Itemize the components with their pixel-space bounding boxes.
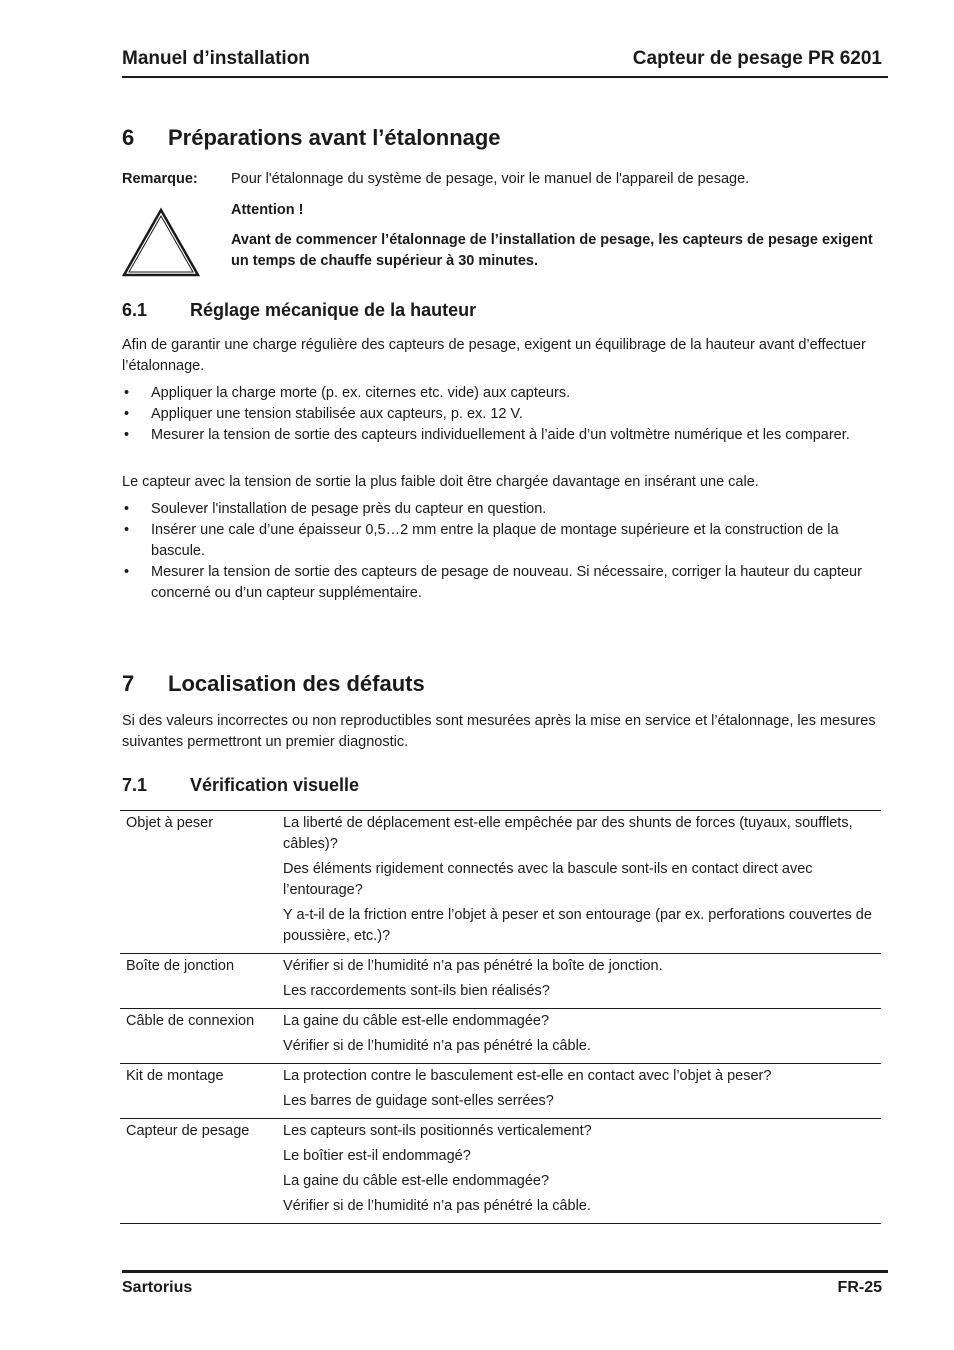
check-item: Le boîtier est-il endommagé? (283, 1148, 471, 1164)
list-item: • Appliquer la charge morte (p. ex. citernes etc. vide) aux capteurs. (122, 383, 884, 404)
footer-page-number: FR-25 (837, 1279, 882, 1296)
header-product-title: Capteur de pesage PR 6201 (632, 48, 882, 69)
row-items (283, 1009, 881, 1064)
table-row (120, 811, 881, 954)
list-item: • Mesurer la tension de sortie des capteurs de pesage de nouveau. Si nécessaire, corriger la hauteur du capteur concerné ou d’un capteur supplémentaire. (122, 562, 884, 604)
section-7-1-number: 7.1 (122, 775, 148, 795)
section-7-heading (122, 671, 425, 697)
section-6-1-heading (122, 300, 476, 321)
check-item: La protection contre le basculement est-elle en contact avec l’objet à peser? (283, 1068, 772, 1084)
section-6-number: 6 (122, 125, 135, 150)
row-items (283, 811, 881, 954)
table-row (120, 1119, 881, 1224)
check-item: Vérifier si de l’humidité n’a pas pénétré la boîte de jonction. (283, 958, 663, 974)
section-6-title: Préparations avant l’étalonnage (168, 125, 501, 150)
page-header (122, 46, 888, 78)
check-item: Les raccordements sont-ils bien réalisés? (283, 983, 550, 999)
list-item: • Appliquer une tension stabilisée aux capteurs, p. ex. 12 V. (122, 404, 884, 425)
section-7-1-title: Vérification visuelle (190, 775, 360, 795)
section-6-1-intro: Afin de garantir une charge régulière des capteurs de pesage, exigent un équilibrage de la hauteur avant d’effectuer l’étalonnage. (122, 337, 866, 374)
section-6-heading (122, 125, 501, 151)
attention-title: Attention ! (231, 202, 304, 218)
row-items (283, 1064, 881, 1119)
check-item: Des éléments rigidement connectés avec la bascule sont-ils en contact direct avec l’entourage? (283, 861, 813, 898)
remark-text: Pour l'étalonnage du système de pesage, voir le manuel de l'appareil de pesage. (231, 171, 750, 187)
row-label: Boîte de jonction (126, 958, 235, 974)
check-item: Vérifier si de l’humidité n’a pas pénétré la câble. (283, 1198, 591, 1214)
list-item: • Insérer une cale d’une épaisseur 0,5…2 mm entre la plaque de montage supérieure et la construction de la bascule. (122, 520, 884, 562)
section-7-1-heading (122, 775, 359, 796)
bullet-list-2 (122, 499, 884, 604)
section-6-1-title: Réglage mécanique de la hauteur (190, 300, 477, 320)
check-item: La gaine du câble est-elle endommagée? (283, 1173, 550, 1189)
visual-check-table (120, 810, 881, 1224)
section-6-1-number: 6.1 (122, 300, 148, 320)
bullet-list-1 (122, 383, 884, 446)
warning-triangle-icon (122, 207, 200, 277)
row-label: Kit de montage (126, 1068, 224, 1084)
check-item: La gaine du câble est-elle endommagée? (283, 1013, 550, 1029)
remark-label: Remarque: (122, 171, 198, 187)
table-row (120, 1009, 881, 1064)
check-item: Les barres de guidage sont-elles serrées? (283, 1093, 554, 1109)
table-row (120, 1064, 881, 1119)
list-item: • Mesurer la tension de sortie des capteurs individuellement à l’aide d’un voltmètre numérique et les comparer. (122, 425, 884, 446)
section-7-title: Localisation des défauts (168, 671, 425, 696)
check-item: Les capteurs sont-ils positionnés verticalement? (283, 1123, 592, 1139)
table-row (120, 954, 881, 1009)
header-manual-title: Manuel d’installation (122, 48, 310, 69)
row-label: Objet à peser (126, 815, 214, 831)
row-items (283, 954, 881, 1009)
check-item: Vérifier si de l’humidité n’a pas pénétré la câble. (283, 1038, 591, 1054)
list-item: • Soulever l'installation de pesage près du capteur en question. (122, 499, 884, 520)
section-7-number: 7 (122, 671, 135, 696)
row-items (283, 1119, 881, 1224)
section-6-1-middle-text: Le capteur avec la tension de sortie la plus faible doit être chargée davantage en insérant une cale. (122, 474, 759, 490)
row-label: Capteur de pesage (126, 1123, 250, 1139)
page-footer (122, 1270, 888, 1296)
section-7-intro: Si des valeurs incorrectes ou non reproductibles sont mesurées après la mise en service et l’étalonnage, les mesures suivantes permettront un premier diagnostic. (122, 713, 876, 750)
check-item: La liberté de déplacement est-elle empêchée par des shunts de forces (tuyaux, soufflets, câbles)? (283, 815, 853, 852)
row-label: Câble de connexion (126, 1013, 255, 1029)
attention-text: Avant de commencer l’étalonnage de l’installation de pesage, les capteurs de pesage exigent un temps de chauffe supérieur à 30 minutes. (231, 232, 873, 269)
check-item: Y a-t-il de la friction entre l’objet à peser et son entourage (par ex. perforations couvertes de poussière, etc.)? (283, 907, 872, 944)
footer-company: Sartorius (122, 1279, 193, 1296)
